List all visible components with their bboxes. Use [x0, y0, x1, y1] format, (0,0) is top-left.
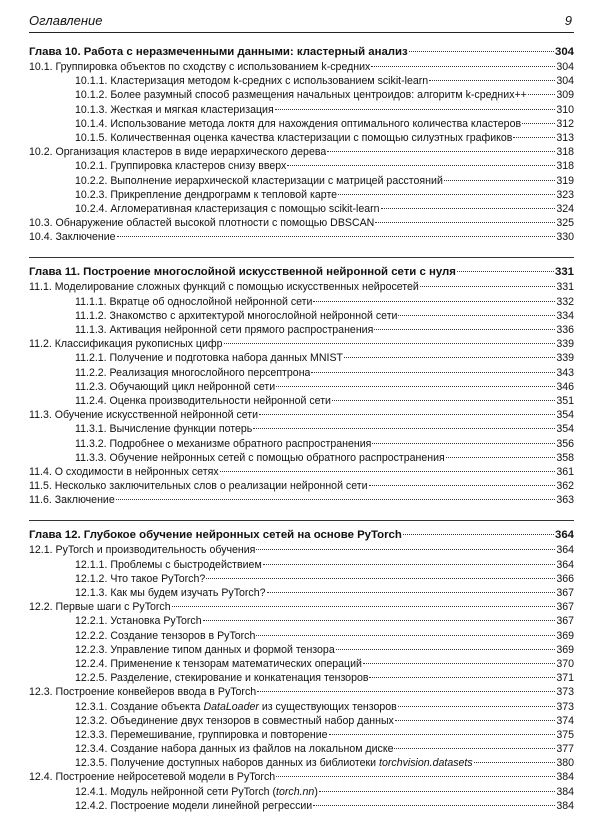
toc-subsection[interactable]: [29, 742, 574, 756]
dot-leader: [394, 748, 555, 749]
dot-leader: [372, 443, 555, 444]
dot-leader: [327, 151, 555, 152]
toc-subsection[interactable]: [29, 117, 574, 131]
toc-page-number: 377: [556, 743, 574, 756]
toc-subsection[interactable]: [29, 671, 574, 685]
toc-subsection[interactable]: [29, 629, 574, 643]
dot-leader: [332, 400, 555, 401]
toc-subsection[interactable]: [29, 728, 574, 742]
dot-leader: [287, 165, 555, 166]
toc-entry-title: 10.2.4. Агломеративная кластеризация с помощью scikit-learn: [75, 202, 380, 215]
dot-leader: [336, 649, 556, 650]
dot-leader: [117, 236, 556, 237]
toc-page-number: 339: [556, 352, 574, 365]
toc-entry-title: 12.3.3. Перемешивание, группировка и повторение: [75, 728, 328, 741]
dot-leader: [276, 386, 555, 387]
dot-leader: [409, 51, 554, 52]
toc-subsection[interactable]: [29, 188, 574, 202]
toc-page-number: 332: [556, 295, 574, 308]
dot-leader: [256, 549, 555, 550]
toc-subsection[interactable]: [29, 103, 574, 117]
toc-page-number: 304: [556, 61, 574, 73]
toc-entry-title: 11.1. Моделирование сложных функций с помощью искусственных нейросетей: [29, 281, 419, 294]
dot-leader: [395, 720, 555, 721]
toc-section[interactable]: [29, 465, 574, 479]
dot-leader: [319, 791, 555, 792]
toc-section[interactable]: [29, 493, 574, 507]
dot-leader: [172, 606, 556, 607]
toc-page-number: 318: [556, 160, 574, 173]
toc-entry-title: 12.4. Построение нейросетевой модели в PyTorch: [29, 771, 276, 784]
toc-page-number: 356: [556, 437, 574, 450]
dot-leader: [513, 137, 555, 138]
page-number: 9: [564, 13, 572, 28]
toc-entry-title: 12.2.5. Разделение, стекирование и конкатенация тензоров: [75, 672, 369, 685]
toc-entry-title-part: 12.4.1. Модуль нейронной сети PyTorch (: [75, 785, 277, 798]
toc-page-number: 363: [556, 494, 574, 507]
dot-leader: [313, 805, 555, 806]
toc-page-number: 313: [556, 131, 574, 144]
toc-entry-title: 12.4.2. Построение модели линейной регрессии: [75, 799, 313, 812]
toc-page-number: 339: [556, 338, 574, 351]
dot-leader: [369, 677, 555, 678]
toc-page-number: 354: [556, 423, 574, 436]
toc-page-number: 384: [556, 799, 574, 812]
toc-subsection[interactable]: [29, 174, 574, 188]
toc-entry-title: 10.2.2. Выполнение иерархической кластеризации с матрицей расстояний: [75, 174, 443, 187]
toc-page-number: 358: [556, 451, 574, 464]
toc-chapter-heading[interactable]: [29, 527, 574, 543]
toc-section[interactable]: [29, 145, 574, 159]
dot-leader: [275, 109, 556, 110]
toc-subsection[interactable]: [29, 785, 574, 799]
running-head-title: Оглавление: [29, 13, 103, 28]
toc-page-number: 364: [554, 529, 574, 542]
toc-page-number: 331: [554, 266, 574, 279]
toc-entry-title: 12.1. PyTorch и производительность обучения: [29, 544, 256, 557]
toc-entry-title: 12.2.1. Установка PyTorch: [75, 615, 202, 628]
dot-leader: [444, 180, 555, 181]
toc-page-number: 346: [556, 380, 574, 393]
toc-page-number: 343: [556, 366, 574, 379]
toc-entry-title: 11.3. Обучение искусственной нейронной сети: [29, 409, 259, 422]
toc-page-number: 374: [556, 714, 574, 727]
toc-entry-title: 10.4. Заключение: [29, 231, 116, 244]
toc-section[interactable]: [29, 60, 574, 74]
dot-leader: [369, 485, 556, 486]
toc-page-number: 361: [556, 465, 574, 478]
toc-entry-title: 12.2.2. Создание тензоров в PyTorch: [75, 629, 256, 642]
toc-entry-title: 11.5. Несколько заключительных слов о реализации нейронной сети: [29, 480, 368, 493]
toc-page-number: 367: [556, 601, 574, 614]
dot-leader: [474, 762, 556, 763]
dot-leader: [344, 357, 555, 358]
toc-entry-title-part: 12.3.5. Получение доступных наборов данных из библиотеки: [75, 757, 380, 770]
toc-subsection[interactable]: [29, 799, 574, 813]
dot-leader: [263, 564, 556, 565]
toc-entry-title: 12.1.1. Проблемы с быстродействием: [75, 558, 262, 571]
toc-subsection[interactable]: [29, 756, 574, 770]
toc-chapter-heading[interactable]: [29, 264, 574, 280]
toc-page-number: 367: [556, 587, 574, 599]
toc-subsection[interactable]: [29, 380, 574, 394]
toc-entry-title: 11.2.2. Реализация многослойного персептрона: [75, 366, 311, 379]
toc-subsection[interactable]: [29, 394, 574, 408]
toc-subsection[interactable]: [29, 657, 574, 671]
dot-leader: [398, 706, 556, 707]
table-of-contents: [29, 44, 574, 826]
toc-page-number: 364: [556, 558, 574, 571]
toc-entry-title: 11.1.2. Знакомство с архитектурой многослойной нейронной сети: [75, 309, 398, 322]
toc-entry-title-code: DataLoader: [203, 700, 259, 713]
toc-section[interactable]: [29, 770, 574, 784]
toc-entry-title: 11.2. Классификация рукописных цифр: [29, 338, 223, 351]
toc-subsection[interactable]: [29, 351, 574, 365]
toc-entry-title: 10.1.3. Жесткая и мягкая кластеризация: [75, 103, 274, 116]
toc-subsection[interactable]: [29, 643, 574, 657]
toc-entry-title: 10.1.1. Кластеризация методом k-средних с использованием scikit-learn: [75, 75, 429, 88]
toc-entry-title: 10.2.3. Прикрепление дендрограмм к тепловой карте: [75, 188, 338, 201]
dot-leader: [338, 194, 555, 195]
dot-leader: [363, 663, 555, 664]
toc-entry-title: 11.3.2. Подробнее о механизме обратного распространения: [75, 437, 372, 450]
toc-entry-title: 10.1. Группировка объектов по сходству с использованием k-средних: [29, 61, 371, 73]
toc-page-number: 331: [556, 281, 574, 294]
toc-entry-title-part: ): [314, 785, 318, 798]
toc-subsection[interactable]: [29, 366, 574, 380]
toc-entry-title: 11.3.3. Обучение нейронных сетей с помощью обратного распространения: [75, 451, 445, 464]
toc-entry-title: 12.3.2. Объединение двух тензоров в совместный набор данных: [75, 714, 394, 727]
toc-page-number: 369: [556, 629, 574, 642]
toc-chapter: [29, 44, 574, 244]
toc-entry-title: 11.2.3. Обучающий цикл нейронной сети: [75, 380, 276, 393]
toc-section[interactable]: [29, 543, 574, 557]
toc-page-number: 384: [556, 785, 574, 798]
toc-subsection[interactable]: [29, 700, 574, 714]
toc-subsection[interactable]: [29, 131, 574, 145]
toc-chapter: [29, 520, 574, 813]
toc-chapter-title: Глава 10. Работа с неразмеченными данными: кластерный анализ: [29, 46, 408, 58]
dot-leader: [375, 222, 555, 223]
toc-entry-title: 11.2.1. Получение и подготовка набора данных MNIST: [75, 352, 344, 365]
toc-entry-title: 12.1.3. Как мы будем изучать PyTorch?: [75, 587, 266, 599]
toc-page-number: 369: [556, 643, 574, 656]
toc-section[interactable]: [29, 337, 574, 351]
dot-leader: [253, 428, 555, 429]
toc-entry-title: 12.3.4. Создание набора данных из файлов на локальном диске: [75, 743, 394, 756]
toc-subsection[interactable]: [29, 437, 574, 451]
toc-entry-title: 12.2. Первые шаги с PyTorch: [29, 601, 171, 614]
toc-entry-title: 11.6. Заключение: [29, 494, 115, 507]
dot-leader: [267, 592, 556, 593]
toc-section[interactable]: [29, 408, 574, 422]
toc-chapter-title: Глава 11. Построение многослойной искусственной нейронной сети с нуля: [29, 266, 456, 279]
dot-leader: [257, 691, 555, 692]
toc-entry-title: 12.2.4. Применение к тензорам математических операций: [75, 657, 362, 670]
toc-page-number: 367: [556, 615, 574, 628]
toc-page-number: 310: [556, 103, 574, 116]
toc-page-number: 309: [556, 89, 574, 102]
dot-leader: [313, 301, 555, 302]
toc-subsection[interactable]: [29, 558, 574, 572]
dot-leader: [224, 343, 556, 344]
toc-entry-title-part: из существующих тензоров: [258, 700, 397, 713]
toc-chapter-heading[interactable]: [29, 44, 574, 60]
toc-entry-title-part: 12.3.1. Создание объекта: [75, 700, 204, 713]
toc-subsection[interactable]: [29, 309, 574, 323]
toc-page-number: 380: [556, 757, 574, 770]
dot-leader: [220, 471, 556, 472]
dot-leader: [276, 776, 555, 777]
toc-page-number: 336: [556, 324, 574, 336]
toc-subsection[interactable]: [29, 586, 574, 600]
toc-page-number: 304: [556, 75, 574, 88]
dot-leader: [381, 208, 556, 209]
toc-page-number: 366: [556, 572, 574, 585]
dot-leader: [446, 457, 556, 458]
toc-entry-title: 10.3. Обнаружение областей высокой плотности с помощью DBSCAN: [29, 217, 375, 230]
dot-leader: [116, 499, 556, 500]
toc-page-number: 334: [556, 309, 574, 322]
dot-leader: [329, 734, 556, 735]
dot-leader: [528, 94, 555, 95]
toc-section[interactable]: [29, 230, 574, 244]
toc-entry-title: 12.1.2. Что такое PyTorch?: [75, 572, 206, 585]
dot-leader: [311, 372, 555, 373]
toc-entry-title: 11.3.1. Вычисление функции потерь: [75, 423, 253, 436]
toc-entry-title: 11.1.1. Вкратце об однослойной нейронной сети: [75, 295, 313, 308]
toc-entry-title-code: torchvision.datasets: [379, 757, 473, 770]
running-head: [29, 12, 574, 33]
toc-page-number: 323: [556, 188, 574, 201]
toc-entry-title: [75, 756, 473, 770]
toc-page-number: 325: [556, 217, 574, 230]
toc-page-number: 330: [556, 231, 574, 244]
toc-chapter-title: Глава 12. Глубокое обучение нейронных сетей на основе PyTorch: [29, 529, 402, 542]
toc-subsection[interactable]: [29, 451, 574, 465]
dot-leader: [203, 620, 556, 621]
toc-subsection[interactable]: [29, 74, 574, 88]
toc-subsection[interactable]: [29, 572, 574, 586]
dot-leader: [259, 414, 555, 415]
dot-leader: [429, 80, 555, 81]
toc-chapter: [29, 257, 574, 507]
toc-entry-title: 11.2.4. Оценка производительности нейронной сети: [75, 394, 331, 407]
toc-subsection[interactable]: [29, 323, 574, 337]
toc-page-number: 362: [556, 480, 574, 493]
toc-page-number: 354: [556, 409, 574, 422]
toc-entry-title: [75, 700, 397, 714]
dot-leader: [420, 286, 555, 287]
toc-page-number: 351: [556, 394, 574, 407]
toc-entry-title: 12.3. Построение конвейеров ввода в PyTorch: [29, 686, 257, 699]
toc-entry-title: 10.1.2. Более разумный способ размещения начальных центроидов: алгоритм k-средних++: [75, 89, 527, 102]
toc-page-number: 375: [556, 728, 574, 741]
toc-page-number: 324: [556, 202, 574, 215]
toc-section[interactable]: [29, 479, 574, 493]
toc-section[interactable]: [29, 685, 574, 699]
toc-page-number: 312: [556, 117, 574, 130]
toc-entry-title: 11.4. О сходимости в нейронных сетях: [29, 465, 219, 478]
toc-entry-title: 10.2. Организация кластеров в виде иерархического дерева: [29, 146, 327, 159]
dot-leader: [522, 123, 555, 124]
toc-subsection[interactable]: [29, 614, 574, 628]
toc-subsection[interactable]: [29, 88, 574, 102]
toc-page-number: 319: [556, 174, 574, 187]
dot-leader: [403, 534, 554, 535]
toc-entry-title-code: torch.nn: [276, 785, 315, 798]
toc-subsection[interactable]: [29, 202, 574, 216]
toc-entry-title: 10.1.5. Количественная оценка качества кластеризации с помощью силуэтных графиков: [75, 131, 513, 144]
toc-subsection[interactable]: [29, 714, 574, 728]
dot-leader: [398, 315, 555, 316]
toc-page-number: 370: [556, 657, 574, 670]
toc-subsection[interactable]: [29, 159, 574, 173]
dot-leader: [256, 635, 555, 636]
dot-leader: [371, 66, 555, 67]
toc-subsection[interactable]: [29, 422, 574, 436]
dot-leader: [206, 578, 555, 579]
toc-page-number: 371: [556, 672, 574, 685]
toc-page-number: 318: [556, 146, 574, 159]
toc-entry-title: 11.1.3. Активация нейронной сети прямого распространения: [75, 324, 374, 336]
toc-page-number: 384: [556, 771, 574, 784]
toc-subsection[interactable]: [29, 295, 574, 309]
toc-page-number: 304: [554, 46, 574, 58]
toc-section[interactable]: [29, 600, 574, 614]
toc-entry-title: 10.1.4. Использование метода локтя для нахождения оптимального количества кластеров: [75, 117, 522, 130]
toc-entry-title: [75, 785, 318, 799]
toc-page-number: 373: [556, 686, 574, 699]
dot-leader: [374, 329, 555, 330]
toc-page-number: 364: [556, 544, 574, 557]
toc-page-number: 373: [556, 700, 574, 713]
toc-entry-title: 12.2.3. Управление типом данных и формой тензора: [75, 643, 335, 656]
dot-leader: [457, 271, 554, 272]
toc-entry-title: 10.2.1. Группировка кластеров снизу вверх: [75, 160, 287, 173]
toc-section[interactable]: [29, 216, 574, 230]
toc-section[interactable]: [29, 280, 574, 294]
